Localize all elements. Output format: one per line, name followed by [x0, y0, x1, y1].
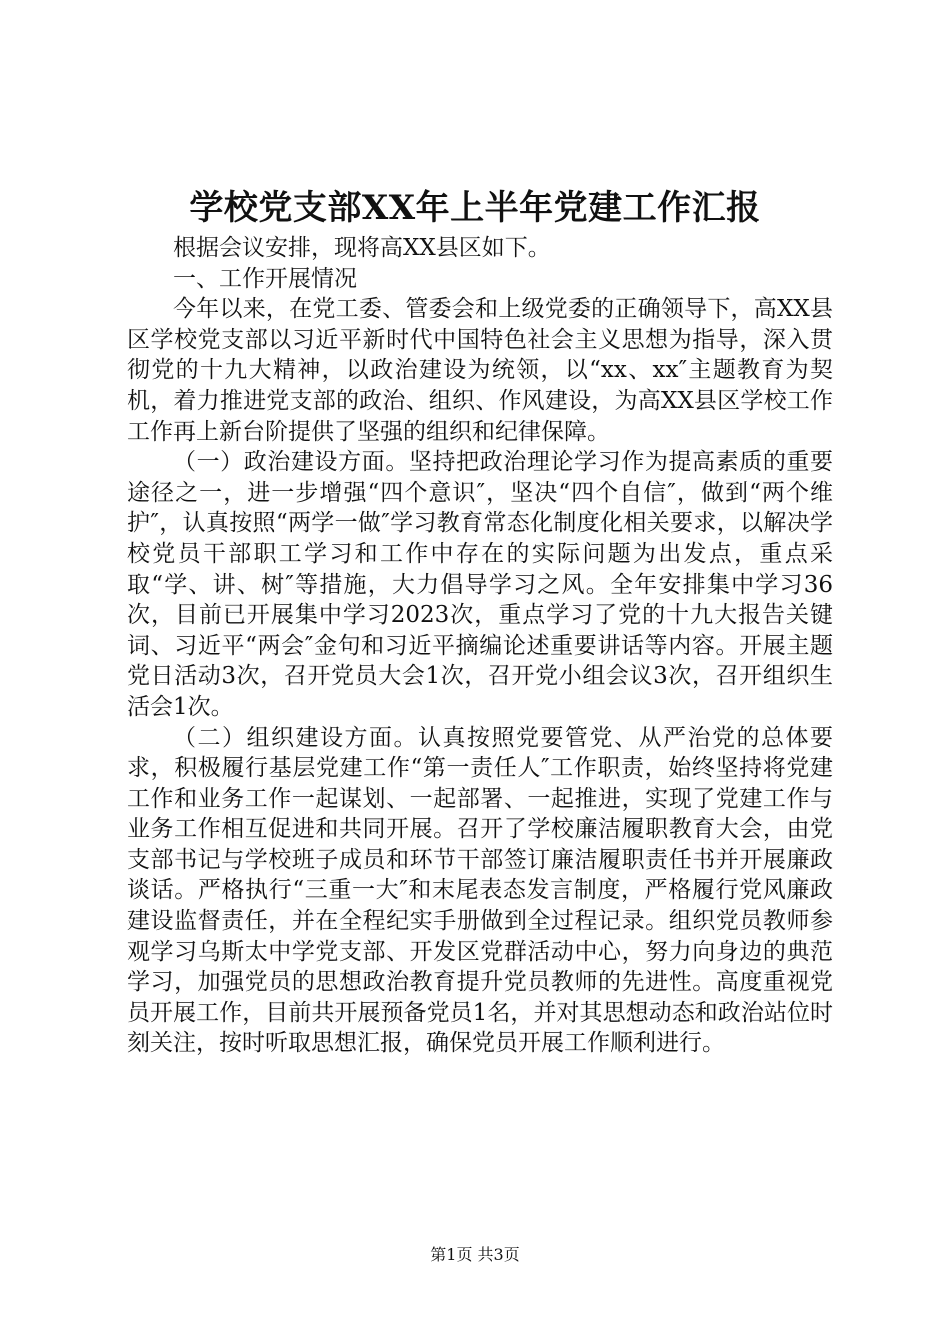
organization-building-paragraph: （二）组织建设方面。认真按照党要管党、从严治党的总体要求，积极履行基层党建工作“第一责任人″工作职责，始终坚持将党建工作和业务工作一起谋划、一起部署、一起推进，实现了党建工作与业务工作相互促进和共同开展。召开了学校廉洁履职教育大会，由党支部书记与学校班子成员和环节干部签订廉洁履职责任书并开展廉政谈话。严格执行“三重一大″和末尾表态发言制度，严格履行党风廉政建设监督责任，并在全程纪实手册做到全过程记录。组织党员教师参观学习乌斯太中学党支部、开发区党群活动中心，努力向身边的典范学习，加强党员的思想政治教育提升党员教师的先进性。高度重视党员开展工作，目前共开展预备党员1名，并对其思想动态和政治站位时刻关注，按时听取思想汇报，确保党员开展工作顺利进行。 — [127, 724, 833, 1057]
intro-paragraph: 根据会议安排，现将高XX县区如下。 — [173, 235, 551, 261]
section-heading: 一、工作开展情况 — [173, 265, 357, 292]
overview-paragraph: 今年以来，在党工委、管委会和上级党委的正确领导下，高XX县区学校党支部以习近平新时代中国特色社会主义思想为指导，深入贯彻党的十九大精神，以政治建设为统领，以“xx、xx″主题教育为契机，着力推进党支部的政治、组织、作风建设，为高XX县区学校工作工作再上新台阶提供了坚强的组织和纪律保障。 — [127, 296, 833, 445]
document-body — [127, 233, 833, 1059]
page-number-footer: 第1页 共3页 — [430, 1245, 520, 1264]
political-building-paragraph: （一）政治建设方面。坚持把政治理论学习作为提高素质的重要途径之一，进一步增强“四个意识″，坚决“四个自信″，做到“两个维护″，认真按照“两学一做″学习教育常态化制度化相关要求，以解决学校党员干部职工学习和工作中存在的实际问题为出发点，重点采取“学、讲、树″等措施，大力倡导学习之风。全年安排集中学习36次，目前已开展集中学习2023次，重点学习了党的十九大报告关键词、习近平“两会″金句和习近平摘编论述重要讲话等内容。开展主题党日活动3次，召开党员大会1次，召开党小组会议3次，召开组织生活会1次。 — [127, 449, 833, 720]
document-title: 学校党支部XX年上半年党建工作汇报 — [189, 188, 761, 228]
